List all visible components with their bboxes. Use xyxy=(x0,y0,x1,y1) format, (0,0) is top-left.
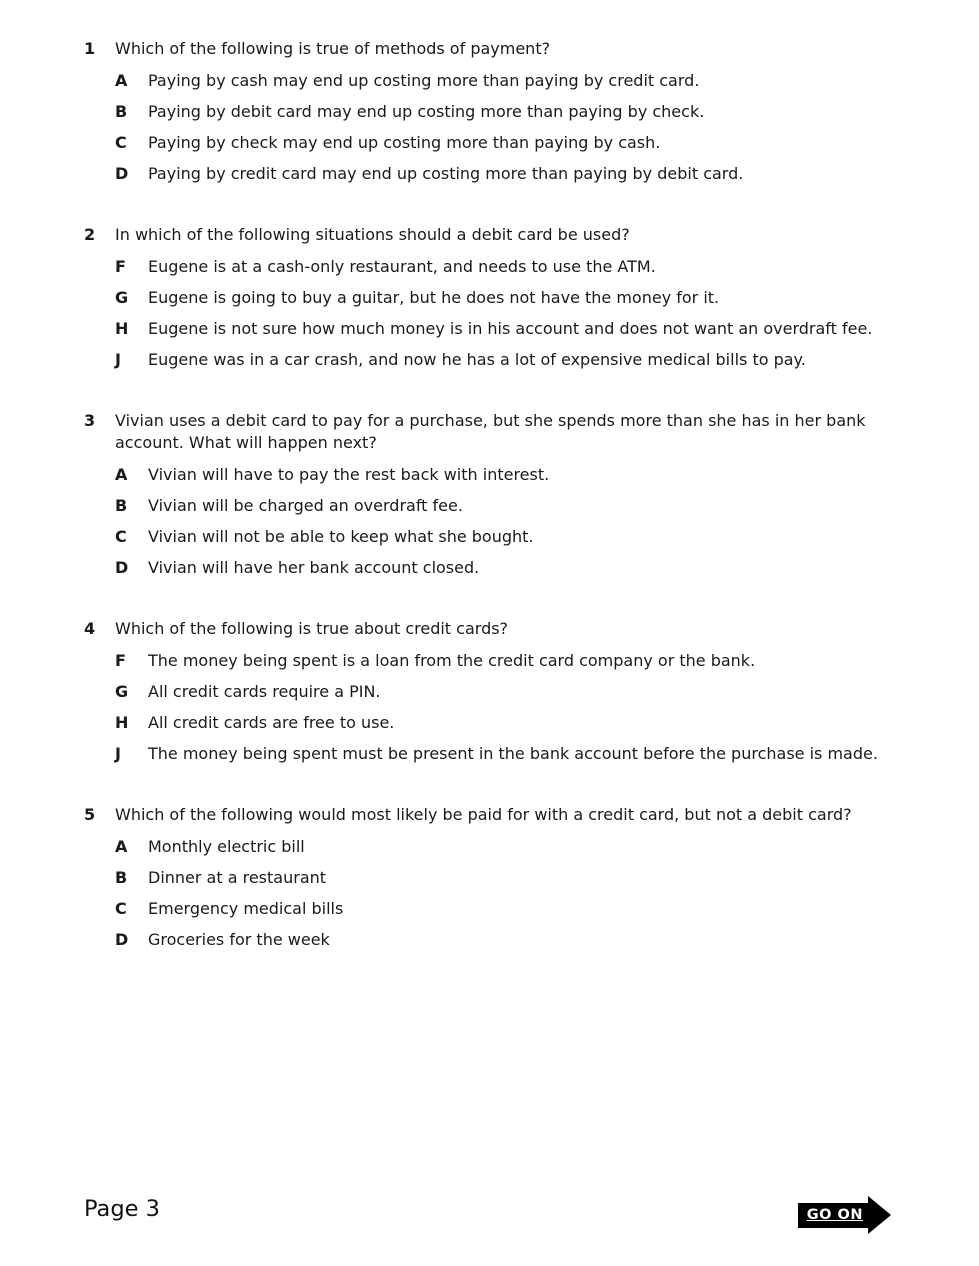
answer-option-F xyxy=(115,650,879,672)
question-number: 1 xyxy=(84,39,96,58)
question-block xyxy=(84,804,879,951)
answer-option-C xyxy=(115,132,879,154)
answer-option-F xyxy=(115,256,879,278)
option-text: Groceries for the week xyxy=(148,930,330,949)
options-list xyxy=(115,836,879,951)
option-text: Monthly electric bill xyxy=(148,837,305,856)
option-letter: C xyxy=(115,527,127,546)
answer-option-C xyxy=(115,526,879,548)
option-text: Paying by check may end up costing more than paying by cash. xyxy=(148,133,661,152)
option-text: Paying by cash may end up costing more than paying by credit card. xyxy=(148,71,700,90)
option-text: Eugene is not sure how much money is in his account and does not want an overdraft fee. xyxy=(148,319,873,338)
answer-option-A xyxy=(115,70,879,92)
answer-option-D xyxy=(115,929,879,951)
question-block xyxy=(84,224,879,371)
question-text: In which of the following situations should a debit card be used? xyxy=(115,225,630,244)
option-text: Paying by debit card may end up costing more than paying by check. xyxy=(148,102,705,121)
option-letter: A xyxy=(115,71,128,90)
option-text: Vivian will not be able to keep what she bought. xyxy=(148,527,534,546)
option-text: Paying by credit card may end up costing more than paying by debit card. xyxy=(148,164,744,183)
answer-option-B xyxy=(115,495,879,517)
option-text: Eugene is at a cash-only restaurant, and needs to use the ATM. xyxy=(148,257,656,276)
option-text: Eugene was in a car crash, and now he has a lot of expensive medical bills to pay. xyxy=(148,350,806,369)
option-letter: B xyxy=(115,496,128,515)
option-letter: D xyxy=(115,558,129,577)
question-block xyxy=(84,618,879,765)
option-letter: H xyxy=(115,319,129,338)
options-list xyxy=(115,256,879,371)
option-text: Vivian will have to pay the rest back with interest. xyxy=(148,465,550,484)
page-number-label: Page 3 xyxy=(84,1196,160,1222)
answer-option-G xyxy=(115,681,879,703)
option-letter: B xyxy=(115,868,128,887)
answer-option-C xyxy=(115,898,879,920)
question-block xyxy=(84,38,879,185)
question-stem xyxy=(84,410,879,454)
option-letter: D xyxy=(115,930,129,949)
option-text: Eugene is going to buy a guitar, but he does not have the money for it. xyxy=(148,288,720,307)
options-list xyxy=(115,464,879,579)
go-on-label: GO ON xyxy=(798,1203,868,1228)
question-text: Which of the following is true about credit cards? xyxy=(115,619,509,638)
option-letter: C xyxy=(115,133,127,152)
option-letter: G xyxy=(115,682,129,701)
answer-option-H xyxy=(115,712,879,734)
answer-option-H xyxy=(115,318,879,340)
option-letter: H xyxy=(115,713,129,732)
question-number: 4 xyxy=(84,619,96,638)
answer-option-G xyxy=(115,287,879,309)
question-stem xyxy=(84,224,879,246)
answer-option-J xyxy=(115,743,879,765)
options-list xyxy=(115,70,879,185)
options-list xyxy=(115,650,879,765)
question-block xyxy=(84,410,879,579)
answer-option-D xyxy=(115,163,879,185)
option-text: Dinner at a restaurant xyxy=(148,868,327,887)
option-text: Vivian will be charged an overdraft fee. xyxy=(148,496,463,515)
option-letter: F xyxy=(115,257,126,276)
option-text: The money being spent is a loan from the credit card company or the bank. xyxy=(148,651,756,670)
question-number: 5 xyxy=(84,805,96,824)
option-letter: G xyxy=(115,288,129,307)
go-on-marker xyxy=(798,1196,891,1234)
question-text: Vivian uses a debit card to pay for a purchase, but she spends more than she has in her bank account. What will happen next? xyxy=(115,411,866,452)
option-text: Emergency medical bills xyxy=(148,899,344,918)
option-letter: F xyxy=(115,651,126,670)
question-text: Which of the following would most likely be paid for with a credit card, but not a debit card? xyxy=(115,805,852,824)
option-letter: J xyxy=(115,744,121,763)
answer-option-J xyxy=(115,349,879,371)
question-stem xyxy=(84,618,879,640)
answer-option-A xyxy=(115,464,879,486)
answer-option-B xyxy=(115,867,879,889)
option-text: Vivian will have her bank account closed. xyxy=(148,558,480,577)
option-letter: C xyxy=(115,899,127,918)
answer-option-D xyxy=(115,557,879,579)
question-number: 2 xyxy=(84,225,96,244)
option-letter: D xyxy=(115,164,129,183)
option-text: The money being spent must be present in the bank account before the purchase is made. xyxy=(148,744,878,763)
question-number: 3 xyxy=(84,411,96,430)
go-on-arrow-icon xyxy=(868,1196,891,1234)
option-text: All credit cards are free to use. xyxy=(148,713,395,732)
answer-option-B xyxy=(115,101,879,123)
question-stem xyxy=(84,38,879,60)
answer-option-A xyxy=(115,836,879,858)
option-letter: B xyxy=(115,102,128,121)
option-letter: A xyxy=(115,837,128,856)
question-text: Which of the following is true of methods of payment? xyxy=(115,39,551,58)
option-letter: J xyxy=(115,350,121,369)
option-text: All credit cards require a PIN. xyxy=(148,682,381,701)
question-stem xyxy=(84,804,879,826)
option-letter: A xyxy=(115,465,128,484)
